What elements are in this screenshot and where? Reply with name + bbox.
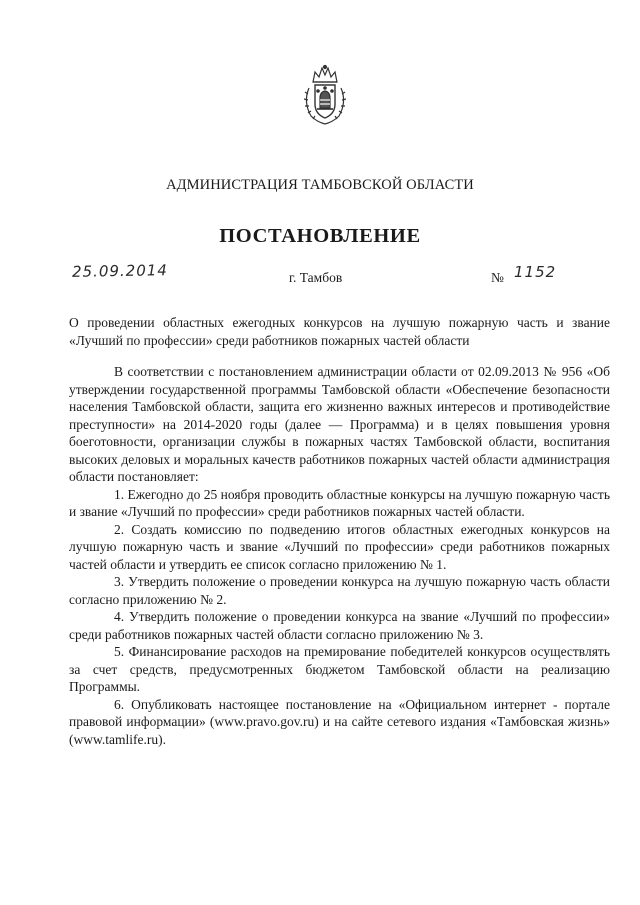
subject-title: О проведении областных ежегодных конкурсов на лучшую пожарную часть и звание «Лучший по профессии» среди работников пожарных частей области [69,315,610,348]
document-body [69,363,610,748]
city: г. Тамбов [289,270,343,285]
tambov-coat-of-arms-icon [301,64,349,126]
preamble-paragraph: В соответствии с постановлением администрации области от 02.09.2013 № 956 «Об утверждении государственной программы Тамбовской области «Обеспечение безопасности населения Тамбовской области, защита его жизненно важных интересов и противодействие преступности» на 2014-2020 годы (далее — Программа) и в целях повышения уровня боеготовности, организации службы в пожарных частях Тамбовской области, воспитания высоких деловых и моральных качеств работников пожарных частей области администрация области постановляет: [69,364,610,484]
item-paragraph-6: 6. Опубликовать настоящее постановление на «Официальном интернет - портале правовой информации» (www.pravo.gov.ru) и на сайте сетевого издания «Тамбовская жизнь» (www.tamlife.ru). [69,696,610,747]
item-paragraph-5: 5. Финансирование расходов на премирование победителей конкурсов осуществлять за счет средств, предусмотренных бюджетом Тамбовской области на реализацию Программы. [69,644,610,694]
number-label: № [491,270,504,285]
handwritten-date: 25.09.2014 [71,261,169,281]
document-type-title: ПОСТАНОВЛЕНИЕ [219,225,421,247]
item-paragraph-2: 2. Создать комиссию по подведению итогов областных ежегодных конкурсов на лучшую пожарную часть и звание «Лучший по профессии» среди работников пожарных частей области и утвердить ее список согласно приложению № 1. [69,521,610,572]
emblem [301,64,349,126]
item-paragraph-1: 1. Ежегодно до 25 ноября проводить областные конкурсы на лучшую пожарную часть и звание «Лучший по профессии» среди работников пожарных частей области. [69,486,610,519]
agency-name: АДМИНИСТРАЦИЯ ТАМБОВСКОЙ ОБЛАСТИ [166,177,474,193]
item-paragraph-3: 3. Утвердить положение о проведении конкурса на лучшую пожарную часть области согласно приложению № 2. [69,574,610,607]
handwritten-number: 1152 [514,263,557,281]
item-paragraph-4: 4. Утвердить положение о проведении конкурса на звание «Лучший по профессии» среди работников пожарных частей области согласно приложению № 3. [69,609,610,642]
